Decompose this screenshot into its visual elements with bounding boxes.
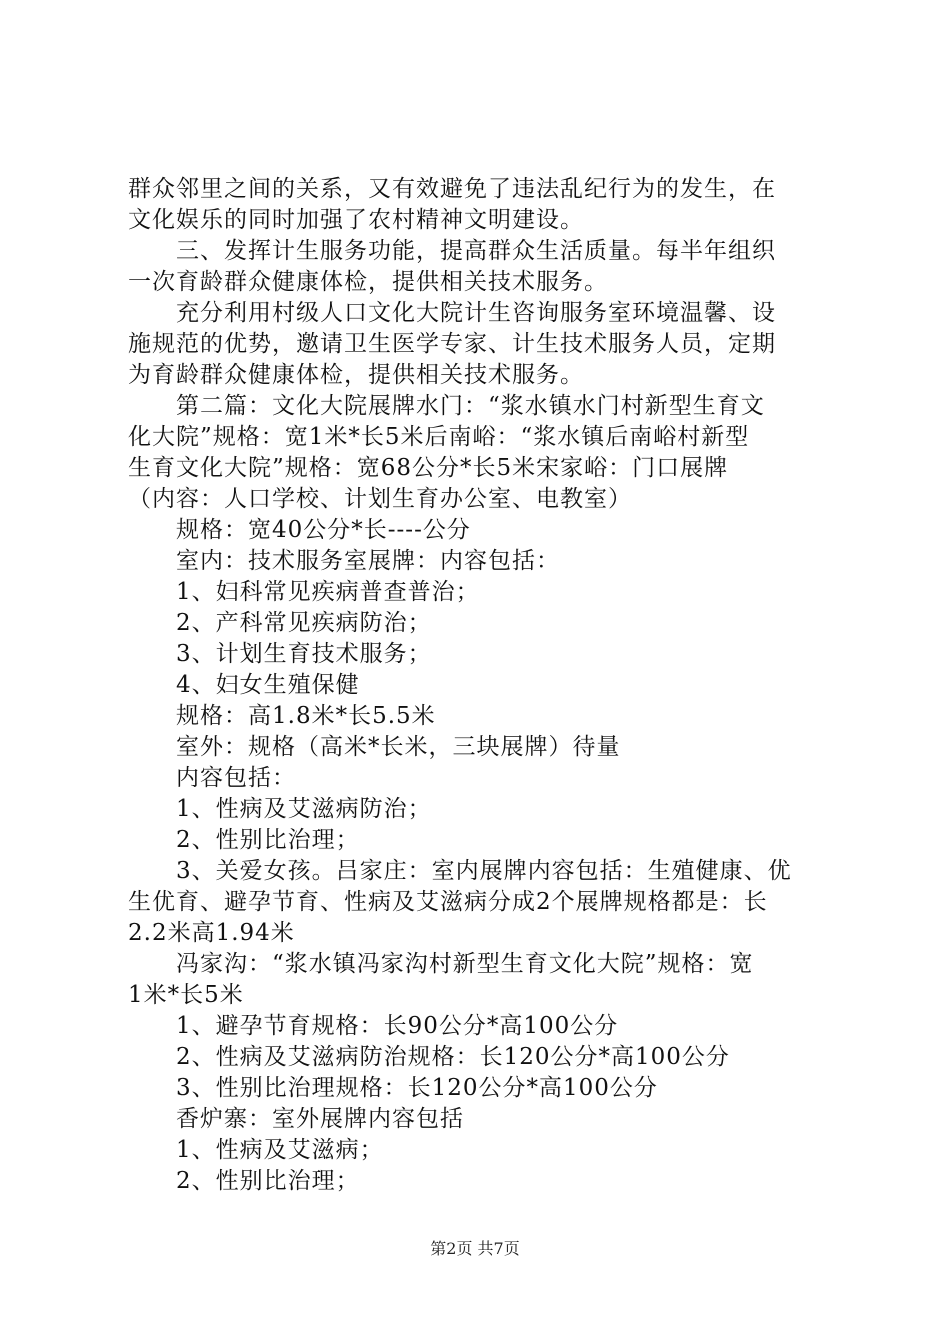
page-footer xyxy=(0,1238,950,1260)
text-line: 3、关爱女孩。吕家庄：室内展牌内容包括：生殖健康、优 xyxy=(176,858,792,884)
text-line: 室外：规格（高米*长米，三块展牌）待量 xyxy=(176,734,621,760)
text-line: 1米*长5米 xyxy=(128,982,244,1008)
text-line: 1、妇科常见疾病普查普治； xyxy=(176,579,480,605)
text-line: 为育龄群众健康体检，提供相关技术服务。 xyxy=(128,362,584,388)
text-line: 2、性病及艾滋病防治规格：长120公分*高100公分 xyxy=(176,1044,730,1070)
page-number: 第2页 共7页 xyxy=(430,1239,520,1258)
text-line: 2、性别比治理； xyxy=(176,827,360,853)
text-line: 施规范的优势，邀请卫生医学专家、计生技术服务人员，定期 xyxy=(128,331,776,357)
text-line: 3、计划生育技术服务； xyxy=(176,641,432,667)
text-line: 内容包括： xyxy=(176,765,296,791)
text-line: 室内：技术服务室展牌：内容包括： xyxy=(176,548,560,574)
text-line: （内容：人口学校、计划生育办公室、电教室） xyxy=(128,486,632,512)
text-line: 一次育龄群众健康体检，提供相关技术服务。 xyxy=(128,269,608,295)
text-line: 第二篇：文化大院展牌水门：“浆水镇水门村新型生育文 xyxy=(176,393,765,419)
text-line: 化大院”规格：宽1米*长5米后南峪：“浆水镇后南峪村新型 xyxy=(128,424,750,450)
document-body xyxy=(128,174,832,1197)
text-line: 规格：高1.8米*长5.5米 xyxy=(176,703,436,729)
text-line: 香炉寨：室外展牌内容包括 xyxy=(176,1106,464,1132)
text-line: 三、发挥计生服务功能，提高群众生活质量。每半年组织 xyxy=(176,238,776,264)
text-line: 3、性别比治理规格：长120公分*高100公分 xyxy=(176,1075,658,1101)
text-line: 冯家沟：“浆水镇冯家沟村新型生育文化大院”规格：宽 xyxy=(176,951,754,977)
text-line: 群众邻里之间的关系，又有效避免了违法乱纪行为的发生，在 xyxy=(128,176,776,202)
text-line: 4、妇女生殖保健 xyxy=(176,672,360,698)
text-line: 2.2米高1.94米 xyxy=(128,920,295,946)
text-line: 生优育、避孕节育、性病及艾滋病分成2个展牌规格都是：长 xyxy=(128,889,768,915)
text-line: 生育文化大院”规格：宽68公分*长5米宋家峪：门口展牌 xyxy=(128,455,729,481)
text-line: 2、产科常见疾病防治； xyxy=(176,610,432,636)
text-line: 1、性病及艾滋病防治； xyxy=(176,796,432,822)
text-line: 1、避孕节育规格：长90公分*高100公分 xyxy=(176,1013,619,1039)
text-line: 2、性别比治理； xyxy=(176,1168,360,1194)
text-line: 文化娱乐的同时加强了农村精神文明建设。 xyxy=(128,207,584,233)
text-line: 规格：宽40公分*长----公分 xyxy=(176,517,471,543)
text-line: 1、性病及艾滋病； xyxy=(176,1137,384,1163)
text-line: 充分利用村级人口文化大院计生咨询服务室环境温馨、设 xyxy=(176,300,776,326)
